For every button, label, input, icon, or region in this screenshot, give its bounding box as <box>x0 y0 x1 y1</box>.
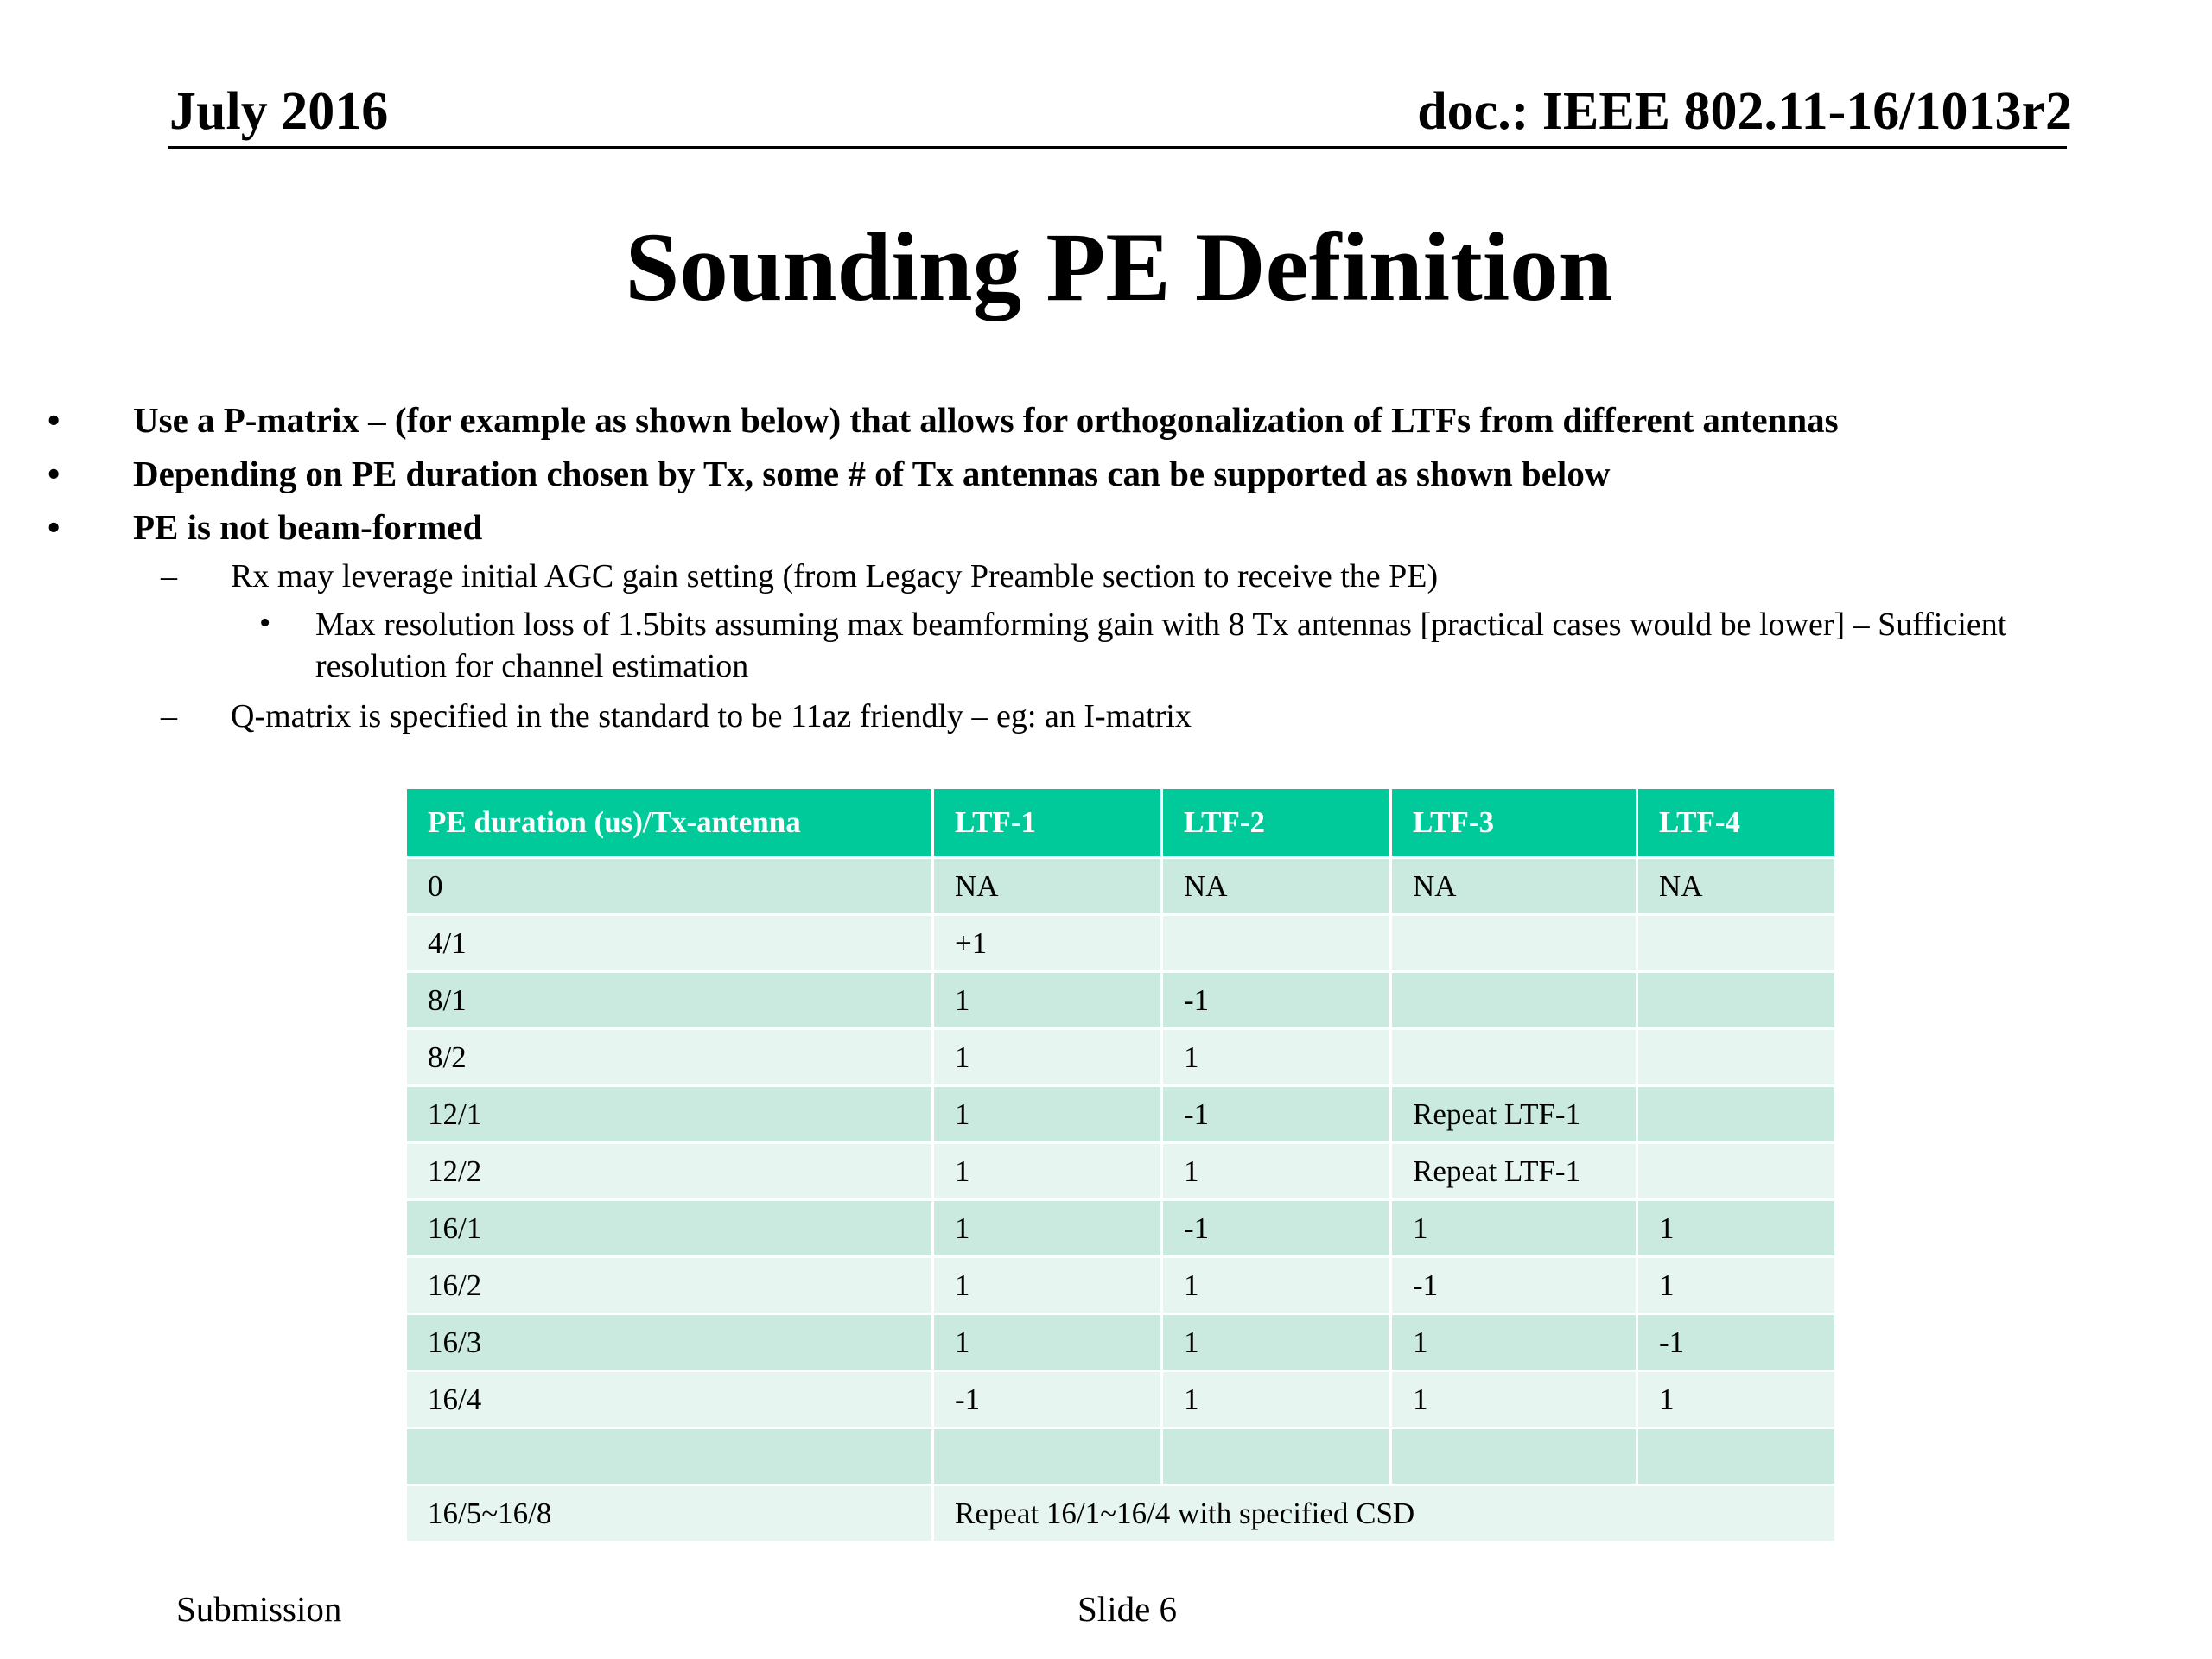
column-header: LTF-2 <box>1162 788 1391 858</box>
header-date: July 2016 <box>169 82 389 141</box>
table-row <box>406 1428 1836 1485</box>
table-cell: 1 <box>1637 1257 1836 1314</box>
table-cell: 16/5~16/8 <box>406 1485 933 1542</box>
table-cell: 1 <box>1637 1371 1836 1428</box>
bullet-text: Use a P-matrix – (for example as shown below) that allows for orthogonalization of LTFs from different antennas <box>133 400 1839 440</box>
table-row <box>406 1143 1836 1200</box>
dash-mark: – <box>161 698 177 734</box>
table-cell: 1 <box>1162 1029 1391 1086</box>
table-cell <box>1162 915 1391 972</box>
table-cell: 16/4 <box>406 1371 933 1428</box>
bullet-mark: • <box>48 400 60 440</box>
table-cell: 1 <box>1162 1371 1391 1428</box>
pe-definition-table <box>404 786 1837 1543</box>
table-cell: -1 <box>1162 1200 1391 1257</box>
table-cell: 16/1 <box>406 1200 933 1257</box>
table-cell: -1 <box>1391 1257 1637 1314</box>
table-cell <box>933 1428 1162 1485</box>
column-header: PE duration (us)/Tx-antenna <box>406 788 933 858</box>
table-cell: 1 <box>933 1143 1162 1200</box>
table-cell: 12/1 <box>406 1086 933 1143</box>
table-header-row <box>406 788 1836 858</box>
table-cell: NA <box>933 858 1162 915</box>
table-cell: 1 <box>1391 1200 1637 1257</box>
table-cell <box>1391 972 1637 1029</box>
table-cell: NA <box>1391 858 1637 915</box>
slide-title: Sounding PE Definition <box>625 213 1613 321</box>
table-cell: -1 <box>1637 1314 1836 1371</box>
column-header: LTF-1 <box>933 788 1162 858</box>
table-cell <box>1391 915 1637 972</box>
table-cell: 16/2 <box>406 1257 933 1314</box>
bullet-mark: • <box>48 454 60 493</box>
column-header: LTF-4 <box>1637 788 1836 858</box>
table-cell: 8/2 <box>406 1029 933 1086</box>
table-cell <box>1391 1428 1637 1485</box>
table-cell: 1 <box>933 972 1162 1029</box>
table-row <box>406 1029 1836 1086</box>
table-cell: 1 <box>1391 1371 1637 1428</box>
column-header: LTF-3 <box>1391 788 1637 858</box>
table-cell: 8/1 <box>406 972 933 1029</box>
sub-sub-bullet-text: Max resolution loss of 1.5bits assuming max beamforming gain with 8 Tx antennas [practical cases would be lower] – Sufficient resolution for channel estimation <box>315 607 2007 684</box>
table-row <box>406 1200 1836 1257</box>
table-row <box>406 1086 1836 1143</box>
table-cell: NA <box>1162 858 1391 915</box>
table-cell: NA <box>1637 858 1836 915</box>
bullet-text: Depending on PE duration chosen by Tx, some # of Tx antennas can be supported as shown below <box>133 454 1611 493</box>
table-row <box>406 1485 1836 1542</box>
table-cell: 1 <box>1162 1257 1391 1314</box>
table-cell <box>1391 1029 1637 1086</box>
table-cell <box>1637 1143 1836 1200</box>
table-cell: 0 <box>406 858 933 915</box>
table-cell-merged: Repeat 16/1~16/4 with specified CSD <box>933 1485 1836 1542</box>
table-row <box>406 1257 1836 1314</box>
table-cell: -1 <box>1162 972 1391 1029</box>
table-cell: 1 <box>1637 1200 1836 1257</box>
table-cell: Repeat LTF-1 <box>1391 1143 1637 1200</box>
table-cell: 1 <box>933 1086 1162 1143</box>
bullet-mark: • <box>259 605 271 641</box>
table-cell <box>406 1428 933 1485</box>
table-cell: Repeat LTF-1 <box>1391 1086 1637 1143</box>
table-cell: 12/2 <box>406 1143 933 1200</box>
bullet-mark: • <box>48 507 60 547</box>
header-divider <box>168 146 2067 149</box>
table-row <box>406 915 1836 972</box>
table-cell: 1 <box>933 1257 1162 1314</box>
header-doc-id: doc.: IEEE 802.11-16/1013r2 <box>1417 82 2072 141</box>
table-row <box>406 1314 1836 1371</box>
table-cell: 1 <box>1162 1314 1391 1371</box>
table-cell <box>1637 972 1836 1029</box>
table-cell: 1 <box>933 1200 1162 1257</box>
table-row <box>406 972 1836 1029</box>
sub-bullet-text: Rx may leverage initial AGC gain setting (from Legacy Preamble section to receive the PE) <box>231 558 1439 594</box>
table-cell: 1 <box>1162 1143 1391 1200</box>
dash-mark: – <box>161 558 177 594</box>
table-cell: 1 <box>933 1029 1162 1086</box>
table-cell: 16/3 <box>406 1314 933 1371</box>
table-cell <box>1637 1428 1836 1485</box>
table-cell <box>1637 1086 1836 1143</box>
table-row <box>406 858 1836 915</box>
table-cell: -1 <box>1162 1086 1391 1143</box>
table-cell <box>1637 915 1836 972</box>
table-cell: +1 <box>933 915 1162 972</box>
sub-bullet-text: Q-matrix is specified in the standard to be 11az friendly – eg: an I-matrix <box>231 698 1192 734</box>
footer-submission: Submission <box>176 1589 342 1629</box>
footer-slide-number: Slide 6 <box>1077 1589 1178 1629</box>
table-cell: -1 <box>933 1371 1162 1428</box>
table-cell: 1 <box>933 1314 1162 1371</box>
table-cell: 4/1 <box>406 915 933 972</box>
table-cell: 1 <box>1391 1314 1637 1371</box>
bullet-text: PE is not beam-formed <box>133 507 483 547</box>
table-row <box>406 1371 1836 1428</box>
table-cell <box>1637 1029 1836 1086</box>
table-cell <box>1162 1428 1391 1485</box>
